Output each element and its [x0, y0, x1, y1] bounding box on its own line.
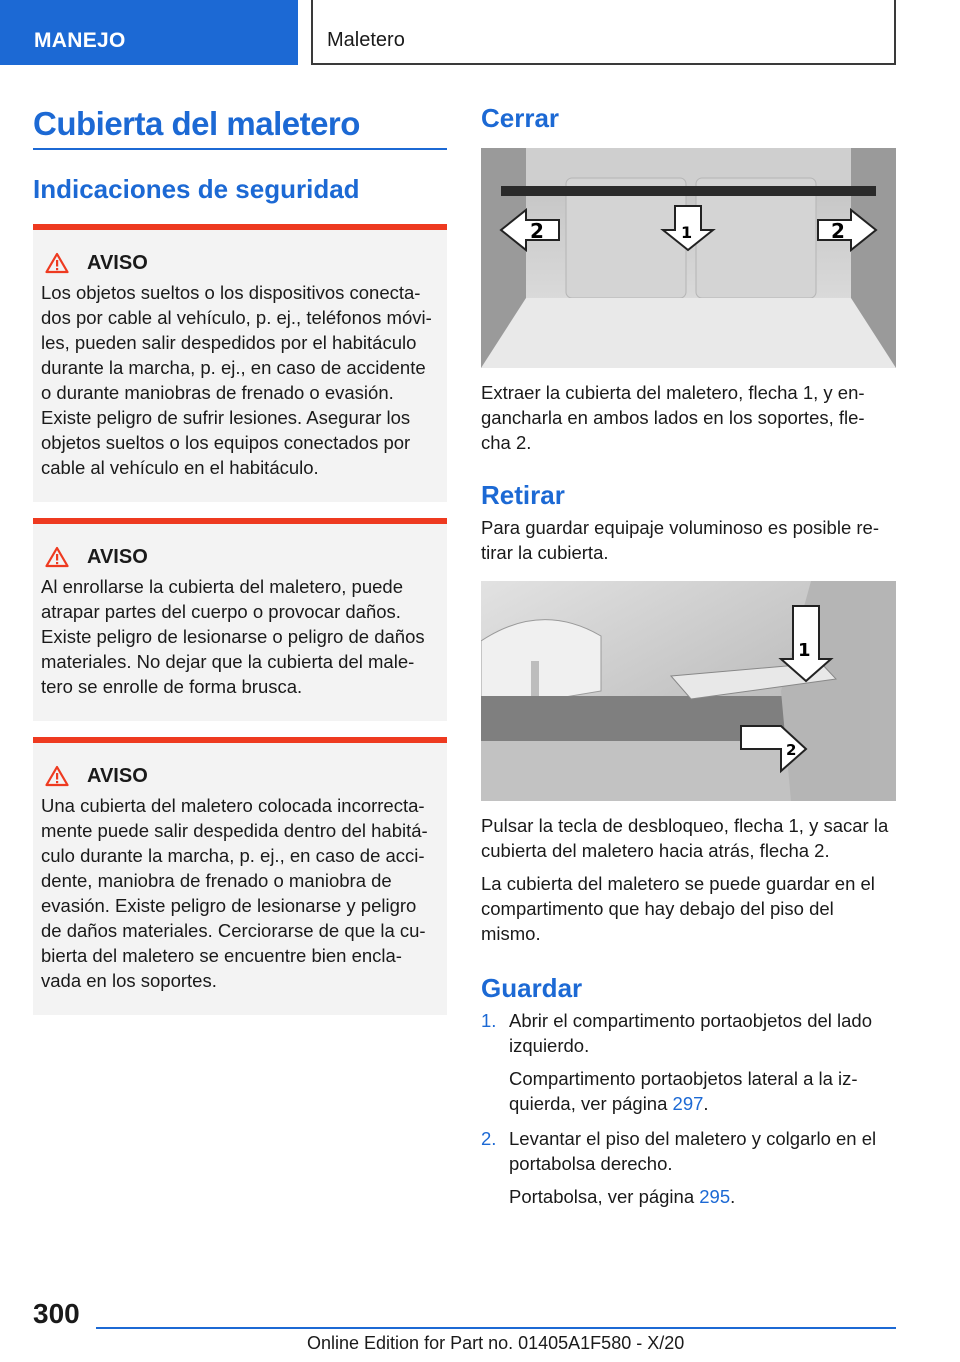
section-label: MANEJO — [34, 29, 126, 52]
page-number: 300 — [33, 1298, 80, 1329]
reference-end: . — [730, 1186, 736, 1207]
right-column — [481, 98, 896, 1209]
warning-line: evasión. Existe peligro de lesionarse y peligro — [41, 895, 417, 916]
text-line: cubierta del maletero hacia atrás, flecha 2. — [481, 840, 830, 861]
edition-note: Online Edition for Part no. 01405A1F580 - X/20 — [307, 1333, 685, 1353]
warning-line: o durante maniobras de frenado o evasión. — [41, 382, 394, 403]
warning-line: vada en los soportes. — [41, 970, 217, 991]
text-line: tirar la cubierta. — [481, 542, 609, 563]
cross-reference — [509, 1066, 872, 1116]
arrow-label-center: 1 — [681, 223, 693, 242]
text-line: compartimento que hay debajo del piso del — [481, 898, 834, 919]
page-title: Cubierta del maletero — [33, 105, 360, 142]
warning-line: tero se enrolle de forma brusca. — [41, 676, 303, 697]
warning-line: dente, maniobra de frenado o maniobra de — [41, 870, 392, 891]
section-tab[interactable] — [0, 0, 298, 65]
warning-line: mente puede salir despedida dentro del habitá- — [41, 820, 428, 841]
warning-label: AVISO — [87, 764, 148, 787]
warning-triangle-icon — [45, 546, 69, 568]
list-item — [481, 1008, 896, 1116]
list-body — [509, 1008, 872, 1116]
warning-line: Una cubierta del maletero colocada incorrecta- — [41, 795, 425, 816]
text-line: Para guardar equipaje voluminoso es posible re- — [481, 517, 879, 538]
warning-label: AVISO — [87, 251, 148, 274]
warning-line: Los objetos sueltos o los dispositivos conecta- — [41, 282, 421, 303]
reference-text: Compartimento portaobjetos lateral a la iz- — [509, 1068, 858, 1089]
section-heading-safety: Indicaciones de seguridad — [33, 174, 360, 204]
reference-text: Portabolsa, ver página — [509, 1186, 700, 1207]
reference-line — [509, 1184, 876, 1209]
text-line: Pulsar la tecla de desbloqueo, flecha 1, y sacar la — [481, 815, 889, 836]
warning-line: objetos sueltos o los equipos conectados por — [41, 432, 411, 453]
warning-triangle-icon — [45, 765, 69, 787]
text-line: cha 2. — [481, 432, 532, 453]
warning-line: Existe peligro de lesionarse o peligro de daños — [41, 626, 425, 647]
remove-intro — [481, 515, 896, 565]
chapter-label: Maletero — [327, 29, 405, 51]
heading-close: Cerrar — [481, 103, 560, 133]
heading-remove: Retirar — [481, 480, 565, 510]
list-body — [509, 1126, 876, 1209]
warning-triangle-icon — [45, 252, 69, 274]
warning-line: durante la marcha, p. ej., en caso de accidente — [41, 357, 426, 378]
chapter-header — [311, 0, 896, 65]
warning-line: de daños materiales. Cerciorarse de que la cu- — [41, 920, 426, 941]
left-column — [33, 100, 447, 1015]
warning-line: bierta del maletero se encuentre bien encla- — [41, 945, 402, 966]
step-line: Abrir el compartimento portaobjetos del lado — [509, 1010, 872, 1031]
text-line: La cubierta del maletero se puede guardar en el — [481, 873, 875, 894]
list-number: 1. — [481, 1010, 497, 1031]
warning-text — [41, 793, 437, 993]
reference-text: quierda, ver página — [509, 1093, 673, 1114]
arrow-label-right: 2 — [831, 219, 845, 243]
arrow-label-1: 1 — [798, 640, 811, 661]
store-steps — [481, 1008, 896, 1209]
warning-line: Existe peligro de sufrir lesiones. Asegurar los — [41, 407, 411, 428]
warning-box — [33, 518, 447, 721]
text-line: mismo. — [481, 923, 541, 944]
trunk-illustration — [481, 148, 896, 368]
warning-label: AVISO — [87, 545, 148, 568]
warning-line: les, pueden salir despedidos por el habitáculo — [41, 332, 417, 353]
page-link[interactable]: 297 — [672, 1093, 704, 1114]
list-number: 2. — [481, 1128, 497, 1149]
remove-description — [481, 813, 896, 863]
photo-remove-cover — [481, 581, 896, 801]
title-divider — [33, 148, 447, 150]
warning-line: cable al vehículo en el habitáculo. — [41, 457, 319, 478]
footer-divider — [96, 1327, 896, 1329]
reference-line — [509, 1066, 872, 1091]
list-item — [481, 1126, 896, 1209]
text-line: Extraer la cubierta del maletero, flecha 1, y en- — [481, 382, 865, 403]
warning-text — [41, 574, 437, 699]
warning-box — [33, 737, 447, 1015]
step-line: Levantar el piso del maletero y colgarlo en el — [509, 1128, 877, 1149]
page-link[interactable]: 295 — [699, 1186, 731, 1207]
warning-line: Al enrollarse la cubierta del maletero, puede — [41, 576, 403, 597]
arrow-label-2: 2 — [786, 741, 797, 759]
remove-storage-note — [481, 871, 896, 946]
text-line: gancharla en ambos lados en los soportes, fle- — [481, 407, 865, 428]
step-line: portabolsa derecho. — [509, 1153, 673, 1174]
heading-store: Guardar — [481, 973, 583, 1003]
close-description — [481, 380, 896, 455]
warning-box — [33, 224, 447, 502]
reference-line — [509, 1091, 872, 1116]
warning-line: atrapar partes del cuerpo o provocar daños. — [41, 601, 401, 622]
step-line: izquierdo. — [509, 1035, 590, 1056]
warning-line: materiales. No dejar que la cubierta del male- — [41, 651, 415, 672]
reference-end: . — [703, 1093, 709, 1114]
warning-list — [33, 224, 447, 1015]
arrow-label-left: 2 — [530, 219, 544, 243]
warning-line: culo durante la marcha, p. ej., en caso de acci- — [41, 845, 425, 866]
photo-close-cover — [481, 148, 896, 368]
cross-reference — [509, 1184, 876, 1209]
warning-text — [41, 280, 437, 480]
cover-release-illustration — [481, 581, 896, 801]
warning-line: dos por cable al vehículo, p. ej., teléfonos móvi- — [41, 307, 432, 328]
